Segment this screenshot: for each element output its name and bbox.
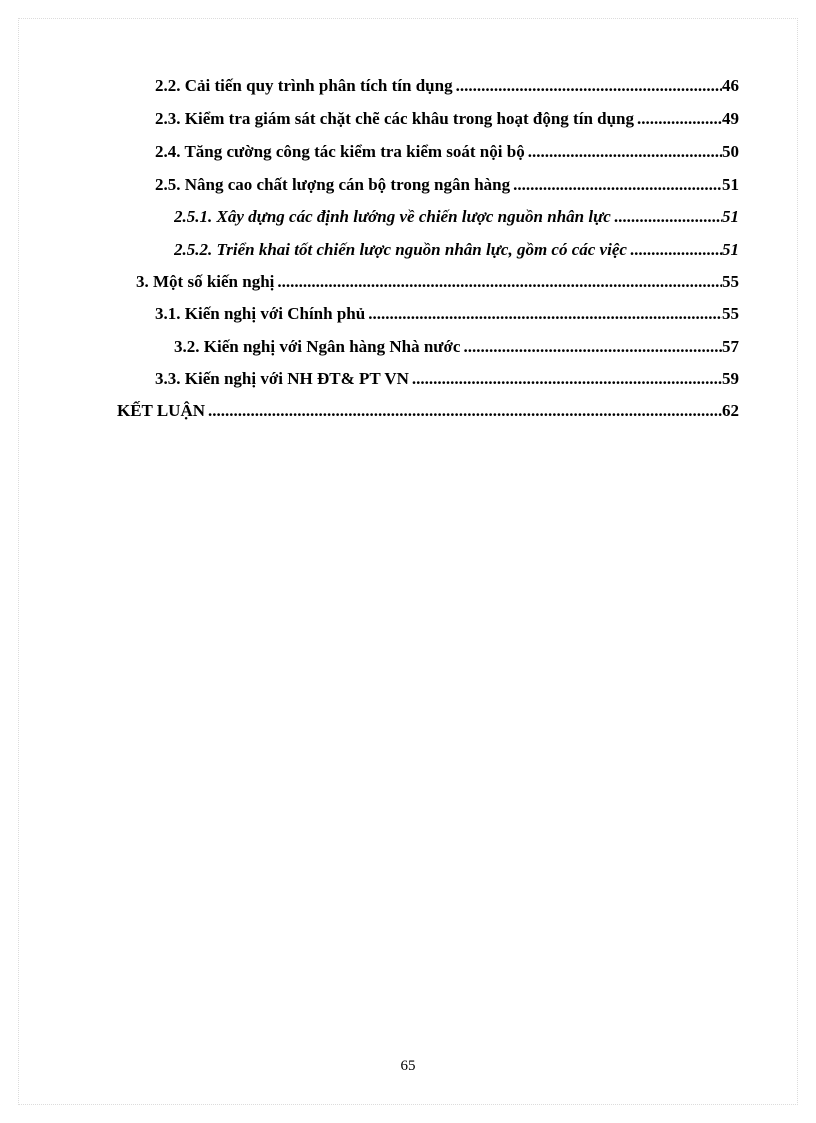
toc-entry-label: 3.1. Kiến nghị với Chính phủ [155, 304, 366, 323]
toc-dot-leader [208, 401, 722, 421]
toc-dot-leader [614, 207, 722, 227]
toc-entry[interactable] [155, 369, 739, 393]
toc-dot-leader [528, 142, 722, 162]
toc-dot-leader [368, 304, 722, 324]
toc-entry-page: 46 [722, 76, 739, 95]
toc-entry[interactable] [155, 142, 739, 166]
toc-dot-leader [630, 240, 722, 260]
toc-dot-leader [513, 175, 722, 195]
toc-entry-label: 3.2. Kiến nghị với Ngân hàng Nhà nước [174, 337, 461, 356]
toc-entry-label: 2.2. Cải tiến quy trình phân tích tín dụng [155, 76, 453, 95]
toc-entry-label: 2.3. Kiểm tra giám sát chặt chẽ các khâu trong hoạt động tín dụng [155, 109, 635, 128]
toc-dot-leader [277, 272, 722, 292]
toc-entry-label: 2.5.1. Xây dựng các định lướng về chiến lược nguồn nhân lực [174, 207, 611, 226]
toc-dot-leader [412, 369, 722, 389]
toc-entry-page: 50 [722, 142, 739, 161]
toc-dot-leader [463, 337, 722, 357]
toc-entry[interactable] [155, 76, 739, 100]
toc-entry[interactable] [174, 207, 739, 231]
toc-entry-page: 59 [722, 369, 739, 388]
toc-entry-label: 3.3. Kiến nghị với NH ĐT& PT VN [155, 369, 409, 388]
toc-entry[interactable] [155, 175, 739, 199]
toc-entry-page: 57 [722, 337, 739, 356]
toc-entry-page: 55 [722, 272, 739, 291]
toc-entry[interactable] [155, 109, 739, 133]
toc-entry-page: 49 [722, 109, 739, 128]
toc-entry-page: 51 [722, 207, 739, 226]
toc-entry[interactable] [136, 272, 739, 296]
toc-entry-label: KẾT LUẬN [117, 401, 206, 420]
toc-entry-label: 2.5.2. Triển khai tốt chiến lược nguồn nhân lực, gồm có các việc [174, 240, 627, 259]
toc-entry[interactable] [174, 337, 739, 361]
toc-dot-leader [456, 76, 722, 96]
toc-entry[interactable] [174, 240, 739, 264]
toc-entry-page: 55 [722, 304, 739, 323]
toc-entry-page: 51 [722, 240, 739, 259]
toc-entry-label: 3. Một số kiến nghị [136, 272, 275, 291]
toc-entry-label: 2.5. Nâng cao chất lượng cán bộ trong ngân hàng [155, 175, 511, 194]
toc-entry-page: 62 [722, 401, 739, 420]
toc-entry[interactable] [117, 401, 739, 425]
toc-entry[interactable] [155, 304, 739, 328]
toc-dot-leader [637, 109, 722, 129]
toc-entry-label: 2.4. Tăng cường công tác kiểm tra kiểm soát nội bộ [155, 142, 525, 161]
page-number: 65 [400, 1058, 416, 1074]
toc-entry-page: 51 [722, 175, 739, 194]
